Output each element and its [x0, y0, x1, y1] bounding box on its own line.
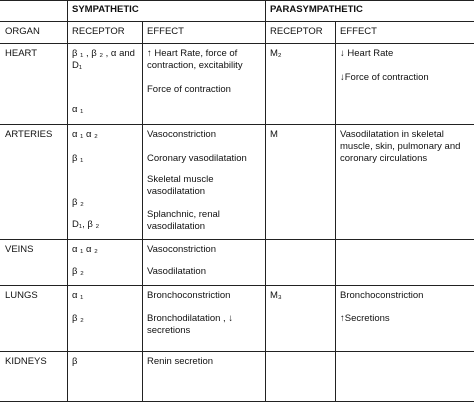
arteries-effect: Skeletal muscle — [147, 174, 214, 185]
lungs-para-effect: ↑Secretions — [340, 313, 390, 324]
lungs-effect: secretions — [147, 325, 191, 336]
heart-effect: Force of contraction — [147, 84, 231, 95]
organ-heart: HEART — [5, 48, 38, 59]
column-divider — [265, 0, 266, 402]
heart-effect: ↑ Heart Rate, force of — [147, 48, 238, 59]
column-divider — [67, 0, 68, 402]
organ-kidneys: KIDNEYS — [5, 356, 47, 367]
arteries-effect: vasodilatation — [147, 221, 206, 232]
lungs-effect: Bronchoconstriction — [147, 290, 231, 301]
heart-receptor: β ₁ , β ₂ , α and — [72, 48, 135, 59]
arteries-para-effect: Vasodilatation in skeletal — [340, 129, 444, 140]
column-divider — [142, 21, 143, 402]
lungs-para-receptor: M₃ — [270, 290, 282, 301]
row-divider — [0, 285, 474, 286]
organ-veins: VEINS — [5, 244, 34, 255]
veins-effect: Vasoconstriction — [147, 244, 216, 255]
column-divider — [335, 21, 336, 402]
sympathetic-header: SYMPATHETIC — [72, 4, 139, 15]
arteries-effect: vasodilatation — [147, 186, 206, 197]
veins-receptor: α ₁ α ₂ — [72, 244, 98, 255]
arteries-para-effect: coronary circulations — [340, 153, 428, 164]
arteries-effect: Coronary vasodilatation — [147, 153, 247, 164]
organ-column-header: ORGAN — [5, 26, 40, 37]
row-divider — [0, 239, 474, 240]
arteries-receptor: D₁, β ₂ — [72, 219, 100, 230]
receptor-column-header: RECEPTOR — [72, 26, 125, 37]
row-divider — [0, 351, 474, 352]
organ-arteries: ARTERIES — [5, 129, 53, 140]
heart-receptor: D₁ — [72, 60, 83, 71]
lungs-effect: Bronchodilatation , ↓ — [147, 313, 234, 324]
arteries-effect: Vasoconstriction — [147, 129, 216, 140]
heart-effect: contraction, excitability — [147, 60, 243, 71]
arteries-para-receptor: M — [270, 129, 278, 140]
arteries-para-effect: muscle, skin, pulmonary and — [340, 141, 461, 152]
heart-para-effect: ↓ Heart Rate — [340, 48, 394, 59]
arteries-receptor: β ₂ — [72, 197, 84, 208]
veins-receptor: β ₂ — [72, 266, 84, 277]
table-border-top — [0, 0, 474, 1]
row-divider — [0, 43, 474, 44]
row-divider — [0, 21, 474, 22]
lungs-receptor: β ₂ — [72, 313, 84, 324]
kidneys-effect: Renin secretion — [147, 356, 214, 367]
para-effect-column-header: EFFECT — [340, 26, 377, 37]
organ-lungs: LUNGS — [5, 290, 38, 301]
heart-para-receptor: M₂ — [270, 48, 282, 59]
row-divider — [0, 124, 474, 125]
para-receptor-column-header: RECEPTOR — [270, 26, 323, 37]
lungs-receptor: α ₁ — [72, 290, 84, 301]
arteries-receptor: α ₁ α ₂ — [72, 129, 98, 140]
effect-column-header: EFFECT — [147, 26, 184, 37]
heart-para-effect: ↓Force of contraction — [340, 72, 429, 83]
heart-receptor: α ₁ — [72, 104, 84, 115]
arteries-receptor: β ₁ — [72, 153, 84, 164]
arteries-effect: Splanchnic, renal — [147, 209, 220, 220]
lungs-para-effect: Bronchoconstriction — [340, 290, 424, 301]
veins-effect: Vasodilatation — [147, 266, 206, 277]
kidneys-receptor: β — [72, 356, 78, 367]
parasympathetic-header: PARASYMPATHETIC — [270, 4, 363, 15]
